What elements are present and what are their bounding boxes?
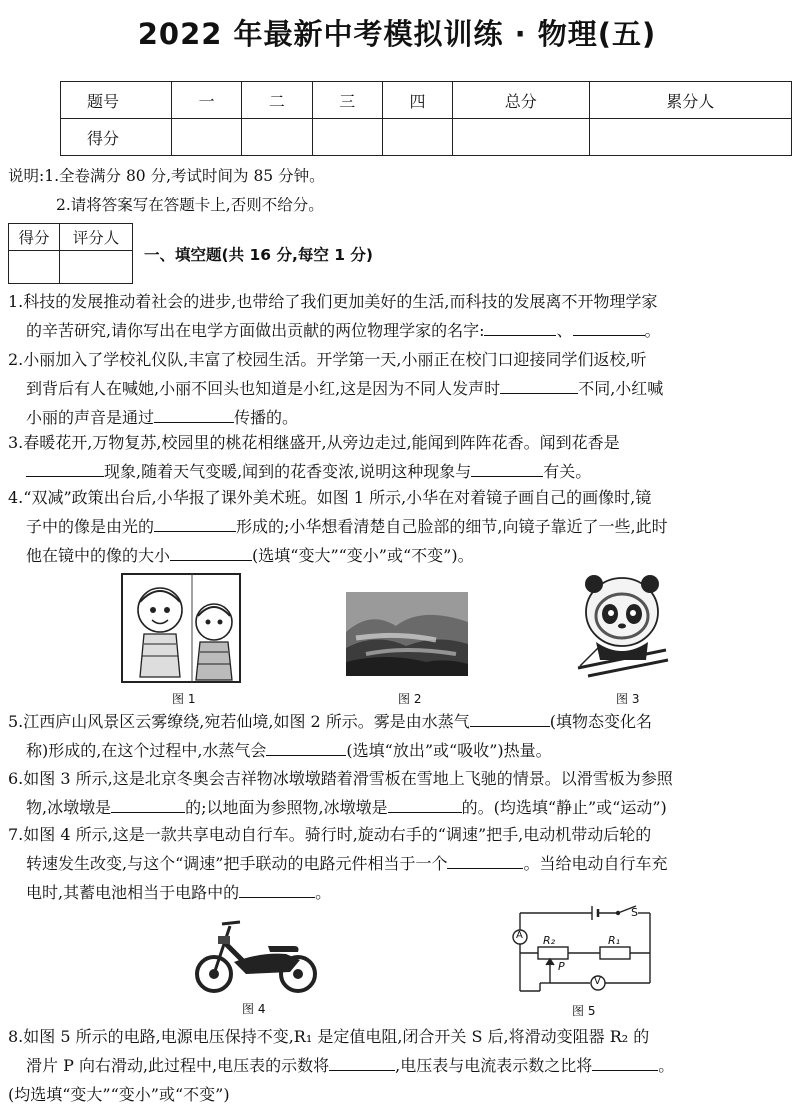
circuit-voltmeter-label: V — [594, 976, 601, 987]
answer-blank — [329, 1052, 395, 1071]
score-header-cell: 一 — [172, 82, 242, 119]
question-line — [8, 793, 790, 822]
figure-3-mascot-skiing — [568, 568, 678, 680]
score-cell — [312, 119, 382, 156]
score-header-cell: 二 — [242, 82, 312, 119]
score-cell — [382, 119, 452, 156]
question-line: 6.如图 3 所示,这是北京冬奥会吉祥物冰墩墩踏着滑雪板在雪地上飞驰的情景。以滑雪板为参照 — [8, 769, 673, 788]
figure-5-caption: 图 5 — [572, 1004, 596, 1018]
answer-blank — [573, 317, 645, 336]
answer-blank — [388, 794, 462, 813]
grader-table — [8, 223, 133, 284]
answer-blank — [592, 1052, 658, 1071]
answer-blank — [239, 879, 315, 898]
instruction-note-2: 2.请将答案写在答题卡上,否则不给分。 — [56, 196, 324, 214]
grader-name-cell — [60, 251, 133, 284]
figure-2-mountain-photo — [346, 592, 468, 676]
circuit-slider-label: P — [558, 960, 565, 973]
question-text: 有关。 — [543, 462, 592, 481]
question-text: 传播的。 — [234, 408, 299, 427]
question-line: 2.小丽加入了学校礼仪队,丰富了校园生活。开学第一天,小丽正在校门口迎接同学们返校,听 — [8, 350, 647, 369]
question-line — [8, 878, 790, 907]
question-text: 。 — [644, 321, 661, 340]
question-line — [8, 374, 790, 403]
score-cell — [172, 119, 242, 156]
question-line: 8.如图 5 所示的电路,电源电压保持不变,R₁ 是定值电阻,闭合开关 S 后,将滑动变阻器 R₂ 的 — [8, 1027, 650, 1046]
answer-blank — [484, 317, 556, 336]
question-line: 4.“双减”政策出台后,小华报了课外美术班。如图 1 所示,小华在对着镜子画自己的画像时,镜 — [8, 488, 652, 507]
instruction-note-1: 说明:1.全卷满分 80 分,考试时间为 85 分钟。 — [8, 167, 325, 185]
question-line — [8, 1051, 790, 1080]
score-header-cell: 题号 — [61, 82, 172, 119]
question-line — [8, 457, 790, 486]
answer-blank — [500, 375, 578, 394]
answer-blank — [154, 513, 236, 532]
question-4 — [8, 483, 790, 570]
question-3 — [8, 428, 790, 486]
question-text: 不同,小红喊 — [578, 379, 664, 398]
question-line: 7.如图 4 所示,这是一款共享电动自行车。骑行时,旋动右手的“调速”把手,电动机带动后轮的 — [8, 825, 652, 844]
answer-blank — [26, 458, 104, 477]
question-text: (填物态变化名 — [549, 712, 653, 731]
question-2 — [8, 345, 790, 432]
score-row-label: 得分 — [61, 119, 172, 156]
circuit-switch-label: S — [631, 906, 638, 919]
score-table-score-row — [61, 119, 792, 156]
score-table — [60, 81, 792, 156]
grader-name-label: 评分人 — [60, 224, 133, 251]
question-text: 的。(均选填“静止”或“运动”) — [461, 798, 667, 817]
question-line: 1.科技的发展推动着社会的进步,也带给了我们更加美好的生活,而科技的发展离不开物理学家 — [8, 292, 658, 311]
question-text: 现象,随着天气变暖,闻到的花香变浓,说明这种现象与 — [104, 462, 472, 481]
question-line: (均选填“变大”“变小”或“不变”) — [8, 1085, 230, 1104]
question-text: 电时,其蓄电池相当于电路中的 — [26, 883, 240, 902]
score-table-header-row — [61, 82, 792, 119]
question-text: ,电压表与电流表示数之比将 — [395, 1056, 593, 1075]
figure-4-electric-bike — [190, 918, 322, 994]
question-line — [8, 849, 790, 878]
question-text: 形成的;小华想看清楚自己脸部的细节,向镜子靠近了一些,此时 — [236, 517, 668, 536]
question-text: (选填“放出”或“吸收”)热量。 — [346, 741, 552, 760]
score-header-cell: 总分 — [453, 82, 589, 119]
figure-2-caption: 图 2 — [398, 692, 422, 706]
score-header-cell: 四 — [382, 82, 452, 119]
answer-blank — [447, 850, 523, 869]
page-title: 2022 年最新中考模拟训练 · 物理(五) — [137, 17, 657, 51]
question-text: 滑片 P 向右滑动,此过程中,电压表的示数将 — [26, 1056, 330, 1075]
answer-blank — [470, 708, 550, 727]
score-cell — [453, 119, 589, 156]
score-header-cell: 三 — [312, 82, 382, 119]
grader-score-label: 得分 — [9, 224, 60, 251]
question-text: 他在镜中的像的大小 — [26, 546, 171, 565]
question-text: 转速发生改变,与这个“调速”把手联动的电路元件相当于一个 — [26, 854, 448, 873]
question-text: 到背后有人在喊她,小丽不回头也知道是小红,这是因为不同人发声时 — [26, 379, 501, 398]
answer-blank — [266, 737, 346, 756]
answer-blank — [170, 542, 252, 561]
question-1 — [8, 287, 790, 345]
section-title: 一、填空题(共 16 分,每空 1 分) — [144, 246, 373, 264]
question-line — [8, 736, 790, 765]
question-text: 称)形成的,在这个过程中,水蒸气会 — [26, 741, 267, 760]
figure-1-caption: 图 1 — [172, 692, 196, 706]
question-line — [8, 541, 790, 570]
question-text: 子中的像是由光的 — [26, 517, 155, 536]
question-line — [8, 512, 790, 541]
question-7 — [8, 820, 790, 907]
figure-4-caption: 图 4 — [242, 1002, 266, 1016]
question-line: 3.春暖花开,万物复苏,校园里的桃花相继盛开,从旁边走过,能闻到阵阵花香。闻到花香是 — [8, 433, 620, 452]
question-text: 的辛苦研究,请你写出在电学方面做出贡献的两位物理学家的名字: — [26, 321, 485, 340]
question-text: 5.江西庐山风景区云雾缭绕,宛若仙境,如图 2 所示。雾是由水蒸气 — [8, 712, 470, 731]
answer-blank — [471, 458, 543, 477]
score-header-cell: 累分人 — [589, 82, 792, 119]
question-text: (选填“变大”“变小”或“不变”)。 — [252, 546, 474, 565]
circuit-r2-label: R₂ — [543, 934, 556, 947]
question-8 — [8, 1022, 790, 1109]
question-text: 、 — [556, 321, 573, 340]
question-text: 。当给电动自行车充 — [523, 854, 668, 873]
figure-3-caption: 图 3 — [616, 692, 640, 706]
question-line — [8, 316, 790, 345]
question-text: 。 — [315, 883, 332, 902]
grader-score-cell — [9, 251, 60, 284]
figure-1-mirror-illustration — [120, 572, 242, 684]
question-text: 的;以地面为参照物,冰墩墩是 — [185, 798, 388, 817]
circuit-r1-label: R₁ — [608, 934, 621, 947]
question-text: 物,冰墩墩是 — [26, 798, 112, 817]
question-5 — [8, 707, 790, 765]
score-cell — [242, 119, 312, 156]
circuit-ammeter-label: A — [516, 930, 523, 941]
question-6 — [8, 764, 790, 822]
score-cell — [589, 119, 792, 156]
question-text: 。 — [658, 1056, 675, 1075]
question-line — [8, 707, 790, 736]
question-text: 小丽的声音是通过 — [26, 408, 155, 427]
answer-blank — [154, 404, 234, 423]
answer-blank — [111, 794, 185, 813]
